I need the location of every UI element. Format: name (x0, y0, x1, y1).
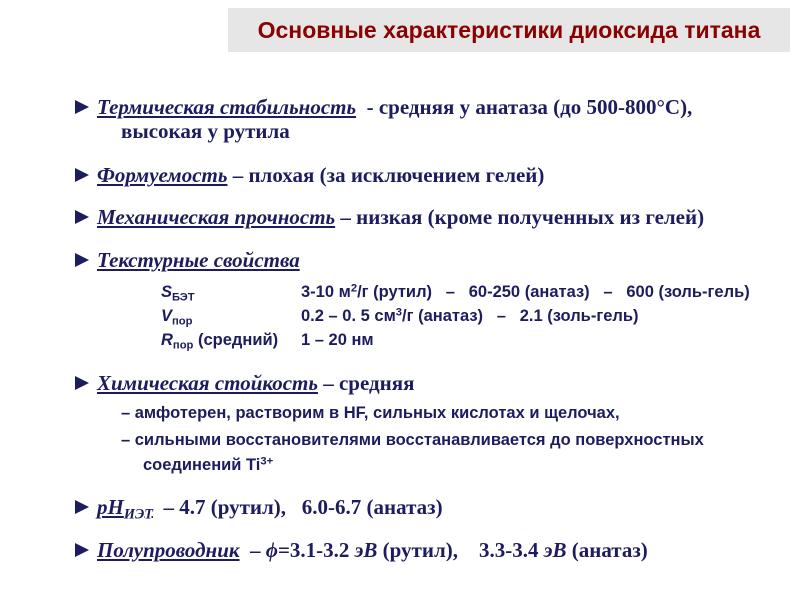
bullet-term: Механическая прочность (97, 205, 336, 229)
param-subscript: БЭТ (172, 291, 195, 304)
bullet-texture-properties (75, 248, 300, 272)
texture-param-value (301, 330, 374, 350)
bullet-semiconductor (75, 538, 648, 562)
param-value-superscript: 2 (350, 282, 358, 295)
param-value-superscript: 3 (395, 306, 403, 319)
bandgap-phase: (рутил), (377, 538, 458, 562)
param-value: 3-10 м (301, 283, 351, 301)
bullet-text (97, 248, 300, 272)
bullet-description: - средняя у анатаза (до 500-800°С), (356, 95, 693, 119)
bullet-thermal-stability (75, 95, 692, 119)
texture-param-label (161, 306, 193, 326)
bullet-text (97, 371, 414, 395)
bullet-continuation: высокая у рутила (121, 119, 290, 143)
bullet-text (97, 538, 648, 562)
chemical-detail: – сильными восстановителями восстанавливается до поверхностных (121, 431, 704, 449)
bullet-mechanical-strength (75, 205, 704, 229)
bandgap-symbol: ϕ (265, 538, 278, 562)
texture-param-value (301, 306, 639, 326)
bullet-pointer-icon (75, 210, 89, 224)
bullet-formability (75, 163, 544, 187)
bullet-term: Химическая стойкость (97, 371, 318, 395)
param-label-suffix: (средний) (193, 331, 279, 349)
bullet-term: Текстурные свойства (97, 248, 300, 272)
bullet-description: – плохая (за исключением гелей) (227, 163, 545, 187)
bullet-description: – 4.7 (рутил), 6.0-6.7 (анатаз) (152, 495, 443, 519)
bullet-text (97, 95, 692, 119)
bullet-isoelectric-point (75, 495, 443, 523)
bullet-text (97, 205, 704, 229)
bullet-description: – средняя (317, 371, 415, 395)
bullet-description: – низкая (кроме полученных из гелей) (335, 205, 705, 229)
bullet-pointer-icon (75, 543, 89, 557)
chemical-detail: – амфотерен, растворим в HF, сильных кислотах и щелочах, (121, 404, 620, 422)
bullet-term: Полупроводник (97, 538, 240, 562)
param-value-rest: /г (рутил) – 60-250 (анатаз) – 600 (золь-гель) (357, 283, 750, 301)
title-box (228, 8, 790, 52)
slide-title: Основные характеристики диоксида титана (257, 16, 761, 43)
dash: – (239, 538, 266, 562)
param-subscript: пор (172, 339, 194, 352)
bullet-pointer-icon (75, 253, 89, 267)
param-symbol: R (161, 331, 173, 349)
param-value-rest: /г (анатаз) – 2.1 (золь-гель) (402, 307, 639, 325)
bullet-term: Формуемость (97, 163, 228, 187)
bullet-text (97, 163, 544, 187)
bullet-chemical-resistance (75, 371, 414, 395)
bandgap-unit: эВ (354, 538, 378, 562)
bullet-term: Термическая стабильность (97, 95, 357, 119)
detail-text: соединений Ti (143, 456, 261, 474)
detail-superscript: 3+ (260, 455, 274, 468)
texture-param-value (301, 282, 750, 302)
bullet-text (97, 495, 443, 523)
param-symbol: S (161, 283, 173, 301)
bullet-term (97, 495, 153, 523)
texture-param-label (161, 330, 278, 350)
texture-param-label (161, 282, 195, 302)
param-value: 0.2 – 0. 5 см (301, 307, 396, 325)
bullet-pointer-icon (75, 168, 89, 182)
bullet-pointer-icon (75, 376, 89, 390)
param-symbol: V (161, 307, 173, 325)
bandgap-unit: эВ (543, 538, 567, 562)
chemical-detail-continuation (143, 455, 273, 475)
param-value: 1 – 20 нм (301, 331, 374, 349)
ph-symbol: pH (97, 495, 124, 519)
bandgap-phase: (анатаз) (566, 538, 648, 562)
ph-subscript: ИЭТ (123, 506, 153, 523)
bullet-pointer-icon (75, 100, 89, 114)
bandgap-value: 3.3-3.4 (458, 538, 544, 562)
param-subscript: пор (172, 315, 193, 328)
bandgap-value: =3.1-3.2 (277, 538, 355, 562)
bullet-pointer-icon (75, 500, 89, 514)
